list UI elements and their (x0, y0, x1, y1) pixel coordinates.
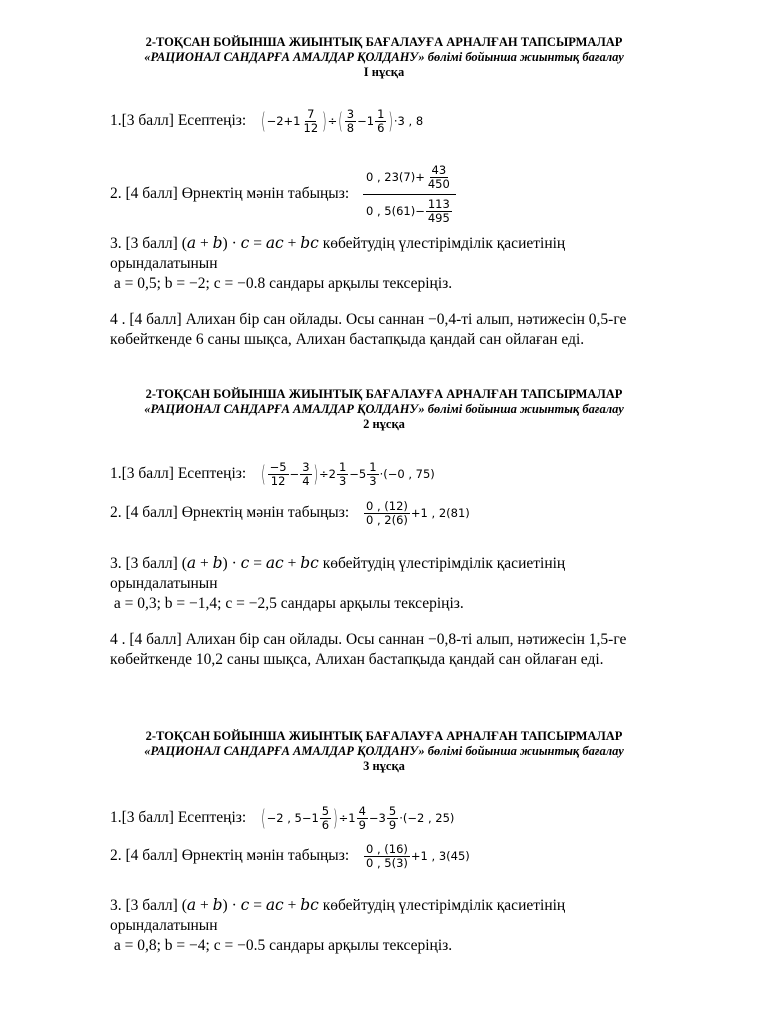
variant-2-q2 (110, 500, 470, 527)
variant-title: 2 нұсқа (363, 417, 405, 431)
q2-label: 2. [4 балл] Өрнектің мәнін табыңыз: (110, 185, 350, 203)
variant-3-header (0, 729, 768, 774)
header-line1: 2-ТОҚСАН БОЙЫНША ЖИЫНТЫҚ БАҒАЛАУҒА АРНАЛҒАН ТАПСЫРМАЛАР (145, 387, 623, 401)
variant-3 (0, 729, 768, 774)
q2-expression: $\frac{0 , (12)}{0 , 2(6)}$ +1 , 2(81) (366, 499, 470, 527)
variant-2-q1 (110, 461, 435, 488)
variant-1 (0, 35, 768, 80)
q2-label: 2. [4 балл] Өрнектің мәнін табыңыз: (110, 504, 350, 521)
q2-expression: $\frac{0 , (16)}{0 , 5(3)}$ +1 , 3(45) (366, 842, 470, 870)
variant-2-q4: 4 . [4 балл] Алихан бір сан ойлады. Осы саннан −0,8-ті алып, нәтижесін 1,5-ге көбейткенде 10,2 саны шықса, Алихан бастапқыда қандай сан ойлаған еді. (110, 631, 627, 668)
variant-1-header (0, 35, 768, 80)
variant-1-q3: 3. [3 балл] (a + b) · c = ac + bc көбейтудің үлестірімділік қасиетінің орындалатынын a = 0,5; b = −2; c = −0.8 сандары арқылы тексеріңіз. (110, 234, 566, 292)
header-line2: «РАЦИОНАЛ САНДАРҒА АМАЛДАР ҚОЛДАНУ» бөлімі бойынша жиынтық бағалау (144, 50, 624, 64)
variant-2 (0, 387, 768, 432)
variant-1-q4: 4 . [4 балл] Алихан бір сан ойлады. Осы саннан −0,4-ті алып, нәтижесін 0,5-ге көбейткенде 6 саны шықса, Алихан бастапқыда қандай сан ойлаған еді. (110, 311, 627, 348)
header-line2: «РАЦИОНАЛ САНДАРҒА АМАЛДАР ҚОЛДАНУ» бөлімі бойынша жиынтық бағалау (144, 744, 624, 758)
header-line1: 2-ТОҚСАН БОЙЫНША ЖИЫНТЫҚ БАҒАЛАУҒА АРНАЛҒАН ТАПСЫРМАЛАР (145, 35, 623, 49)
q2-label: 2. [4 балл] Өрнектің мәнін табыңыз: (110, 847, 350, 864)
variant-1-q2 (110, 164, 456, 225)
q3-values: a = 0,8; b = −4; c = −0.5 (113, 937, 266, 954)
variant-3-q2 (110, 843, 470, 870)
q3-values: a = 0,5; b = −2; c = −0.8 (113, 275, 266, 292)
q1-expression: (−2 , 5−1 $\frac{5}{6}$ )÷1 $\frac{4}{9}$ −3 $\frac{5}{9}$ ·(−2 , 25) (261, 804, 455, 832)
variant-title: 3 нұсқа (363, 759, 405, 773)
variant-title: І нұсқа (363, 65, 405, 79)
header-line1: 2-ТОҚСАН БОЙЫНША ЖИЫНТЫҚ БАҒАЛАУҒА АРНАЛҒАН ТАПСЫРМАЛАР (145, 729, 623, 743)
q1-label: 1.[3 балл] Есептеңіз: (110, 465, 247, 482)
variant-1-q1 (110, 108, 423, 135)
q1-expression: (−2+1 $\frac{7}{12}$ )÷( $\frac{3}{8}$ −1 $\frac{1}{6}$ )·3 , 8 (261, 107, 424, 135)
variant-2-header (0, 387, 768, 432)
header-line2: «РАЦИОНАЛ САНДАРҒА АМАЛДАР ҚОЛДАНУ» бөлімі бойынша жиынтық бағалау (144, 402, 624, 416)
variant-2-q3: 3. [3 балл] (a + b) · c = ac + bc көбейтудің үлестірімділік қасиетінің орындалатынын a = 0,3; b = −1,4; c = −2,5 сандары арқылы тексеріңіз. (110, 554, 566, 612)
q1-label: 1.[3 балл] Есептеңіз: (110, 809, 247, 826)
variant-3-q1 (110, 805, 454, 832)
q1-expression: ( $\frac{-5}{12}$ − $\frac{3}{4}$ )÷2 $\frac{1}{3}$ −5 $\frac{1}{3}$ ·(−0 , 75) (261, 460, 435, 488)
q3-values: a = 0,3; b = −1,4; c = −2,5 (113, 595, 277, 612)
variant-3-q3: 3. [3 балл] (a + b) · c = ac + bc көбейтудің үлестірімділік қасиетінің орындалатынын a = 0,8; b = −4; c = −0.5 сандары арқылы тексеріңіз. (110, 896, 566, 954)
q2-expression: 0 , 23(7)+ $\frac{43}{450}$ 0 , 5(61)− $\frac{113}{495}$ (363, 164, 456, 225)
q1-label: 1.[3 балл] Есептеңіз: (110, 112, 247, 129)
